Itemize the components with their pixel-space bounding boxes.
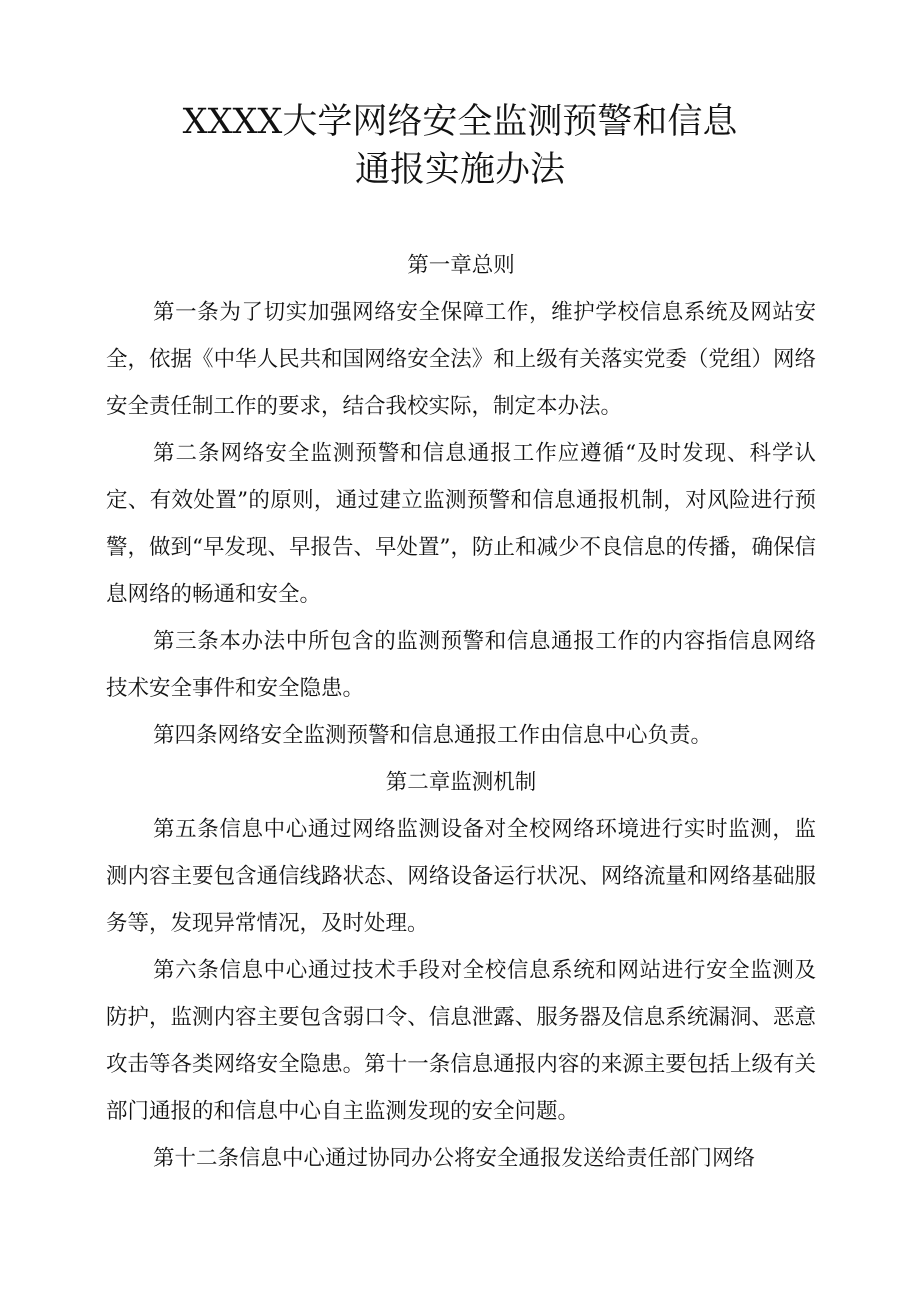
article-4: 第四条网络安全监测预警和信息通报工作由信息中心负责。 [153, 723, 713, 748]
article-12: 第十二条信息中心通过协同办公将安全通报发送给责任部门网络 [153, 1146, 756, 1171]
chapter-2-heading: 第二章监测机制 [385, 770, 537, 795]
document-title-line-2: 通报实施办法 [354, 150, 565, 190]
article-1: 第一条为了切实加强网络安全保障工作，维护学校信息系统及网站安全，依据《中华人民共和国网络安全法》和上级有关落实党委（党组）网络安全责任制工作的要求，结合我校实际，制定本办法。 [106, 300, 816, 419]
document-title-line-1: XXXX大学网络安全监测预警和信息 [182, 102, 738, 142]
document-body [106, 242, 816, 1182]
article-2: 第二条网络安全监测预警和信息通报工作应遵循“及时发现、科学认定、有效处置”的原则，通过建立监测预警和信息通报机制，对风险进行预警，做到“早发现、早报告、早处置”，防止和减少不良信息的传播，确保信息网络的畅通和安全。 [106, 441, 816, 607]
chapter-1-heading: 第一章总则 [407, 253, 515, 278]
article-6: 第六条信息中心通过技术手段对全校信息系统和网站进行安全监测及防护，监测内容主要包含弱口令、信息泄露、服务器及信息系统漏洞、恶意攻击等各类网络安全隐患。第十一条信息通报内容的来源主要包括上级有关部门通报的和信息中心自主监测发现的安全问题。 [106, 958, 816, 1124]
article-3: 第三条本办法中所包含的监测预警和信息通报工作的内容指信息网络技术安全事件和安全隐患。 [106, 629, 816, 701]
article-5: 第五条信息中心通过网络监测设备对全校网络环境进行实时监测，监测内容主要包含通信线路状态、网络设备运行状况、网络流量和网络基础服务等，发现异常情况，及时处理。 [106, 817, 816, 936]
